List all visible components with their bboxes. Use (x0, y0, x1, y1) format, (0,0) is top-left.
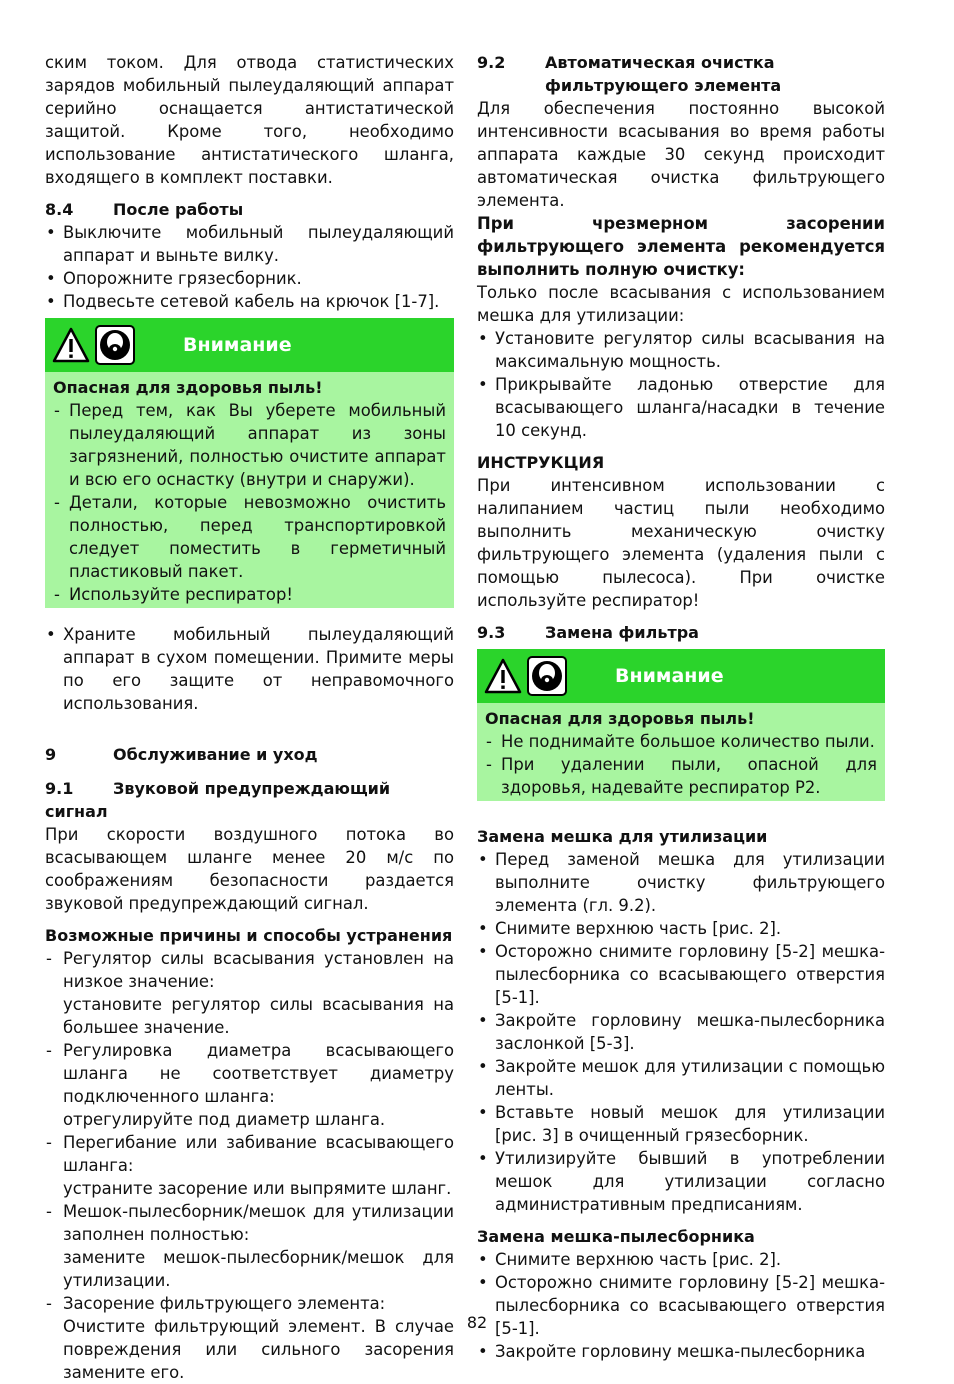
section-9-2-text: Для обеспечения постоянно высокой интенсивности всасывания во время работы аппарата каждые 30 секунд происходит автоматическая очистка фильтрующего элемента. (477, 99, 885, 210)
warning-body (45, 372, 454, 606)
list-item: - Перед тем, как Вы уберете мобильный пылеудаляющий аппарат из зоны загрязнений, полностью очистите аппарат и всю его оснастку (внутри и снаружи). (53, 399, 446, 491)
section-8-4-heading: 8.4 После работы (45, 200, 244, 219)
section-9-heading: 9 Обслуживание и уход (45, 745, 318, 764)
list-item: - Регулятор силы всасывания установлен на низкое значение: установите регулятор силы всасывания на большее значение. (45, 947, 454, 1039)
right-column (477, 51, 885, 1363)
section-9-2-heading: 9.2 Автоматическая очистка фильтрующего элемента (477, 53, 782, 95)
warning-list (53, 399, 446, 606)
left-column (45, 51, 454, 1384)
warning-box-right (477, 649, 885, 801)
warning-header (45, 318, 454, 372)
list-item: • Закройте горловину мешка-пылесборника заслонкой [5-3]. (477, 1009, 885, 1055)
bag-replacement-heading: Замена мешка для утилизации (477, 827, 768, 846)
after-work-list (45, 221, 454, 313)
page-number: 82 (466, 1313, 488, 1332)
warning-subtitle: Опасная для здоровья пыль! (485, 709, 755, 728)
storage-list (45, 623, 454, 715)
list-item: • Утилизируйте бывший в употреблении мешок для утилизации согласно административным предписаниям. (477, 1147, 885, 1216)
warning-list (485, 730, 877, 799)
list-item: • Подвесьте сетевой кабель на крючок [1-7]. (45, 290, 454, 313)
warning-triangle-icon (483, 656, 523, 696)
list-item: • Снимите верхнюю часть [рис. 2]. (477, 917, 885, 940)
list-item: • Установите регулятор силы всасывания на максимальную мощность. (477, 327, 885, 373)
section-9-1-heading: 9.1 Звуковой предупреждающий сигнал (45, 779, 391, 821)
dustbag-replacement-list (477, 1248, 885, 1363)
list-item: • Осторожно снимите горловину [5-2] мешка-пылесборника со всасывающего отверстия [5-1]. (477, 1271, 885, 1340)
section-9-2-bold: При чрезмерном засорении фильтрующего элемента рекомендуется выполнить полную очистку: (477, 214, 885, 279)
respirator-mask-icon (95, 325, 135, 365)
list-item: • Закройте мешок для утилизации с помощью ленты. (477, 1055, 885, 1101)
instruction-text: При интенсивном использовании с налипанием частиц пыли необходимо выполнить механическую очистку фильтрующего элемента (удаления пыли с помощью пылесоса). При очистке используйте респиратор! (477, 476, 885, 610)
warning-subtitle: Опасная для здоровья пыль! (53, 378, 323, 397)
list-item: • Прикрывайте ладонью отверстие для всасывающего шланга/насадки в течение 10 секунд. (477, 373, 885, 442)
warning-title: Внимание (183, 333, 292, 356)
list-item: • Вставьте новый мешок для утилизации [рис. 3] в очищенный грязесборник. (477, 1101, 885, 1147)
section-9-1-text: При скорости воздушного потока во всасывающем шланге менее 20 м/с по соображениям безопасности раздается звуковой предупреждающий сигнал. (45, 825, 454, 913)
list-item: - Мешок-пылесборник/мешок для утилизации заполнен полностью: замените мешок-пылесборник/мешок для утилизации. (45, 1200, 454, 1292)
full-cleaning-list (477, 327, 885, 442)
section-9-3-heading: 9.3 Замена фильтра (477, 623, 699, 642)
dustbag-replacement-heading: Замена мешка-пылесборника (477, 1227, 755, 1246)
list-item: • Закройте горловину мешка-пылесборника (477, 1340, 885, 1363)
list-item: • Опорожните грязесборник. (45, 267, 454, 290)
list-item: - Засорение фильтрующего элемента: Очистите фильтрующий элемент. В случае повреждения или сильного засорения замените его. (45, 1292, 454, 1384)
warning-title: Внимание (615, 664, 724, 687)
list-item: • Перед заменой мешка для утилизации выполните очистку фильтрующего элемента (гл. 9.2). (477, 848, 885, 917)
list-item: - При удалении пыли, опасной для здоровья, надевайте респиратор P2. (485, 753, 877, 799)
bag-replacement-list (477, 848, 885, 1216)
warning-header (477, 649, 885, 703)
section-9-2-only: Только после всасывания с использованием мешка для утилизации: (477, 283, 885, 325)
intro-paragraph: ским током. Для отвода статистических зарядов мобильный пылеудаляющий аппарат серийно оснащается антистатической защитой. Кроме того, необходимо использование антистатического шланга, входящего в комплект поставки. (45, 53, 454, 187)
causes-heading: Возможные причины и способы устранения (45, 926, 453, 945)
list-item: - Перегибание или забивание всасывающего шланга: устраните засорение или выпрямите шланг. (45, 1131, 454, 1200)
list-item: - Детали, которые невозможно очистить полностью, перед транспортировкой следует поместить в герметичный пластиковый пакет. (53, 491, 446, 583)
instruction-heading: ИНСТРУКЦИЯ (477, 453, 605, 472)
list-item: - Не поднимайте большое количество пыли. (485, 730, 877, 753)
warning-body (477, 703, 885, 799)
warning-triangle-icon (51, 325, 91, 365)
list-item: - Регулировка диаметра всасывающего шланга не соответствует диаметру подключенного шланга: отрегулируйте под диаметр шланга. (45, 1039, 454, 1131)
list-item: • Выключите мобильный пылеудаляющий аппарат и выньте вилку. (45, 221, 454, 267)
list-item: - Используйте респиратор! (53, 583, 446, 606)
list-item: • Храните мобильный пылеудаляющий аппарат в сухом помещении. Примите меры по его защите от неправомочного использования. (45, 623, 454, 715)
list-item: • Снимите верхнюю часть [рис. 2]. (477, 1248, 885, 1271)
list-item: • Осторожно снимите горловину [5-2] мешка-пылесборника со всасывающего отверстия [5-1]. (477, 940, 885, 1009)
respirator-mask-icon (527, 656, 567, 696)
warning-box-left (45, 318, 454, 608)
